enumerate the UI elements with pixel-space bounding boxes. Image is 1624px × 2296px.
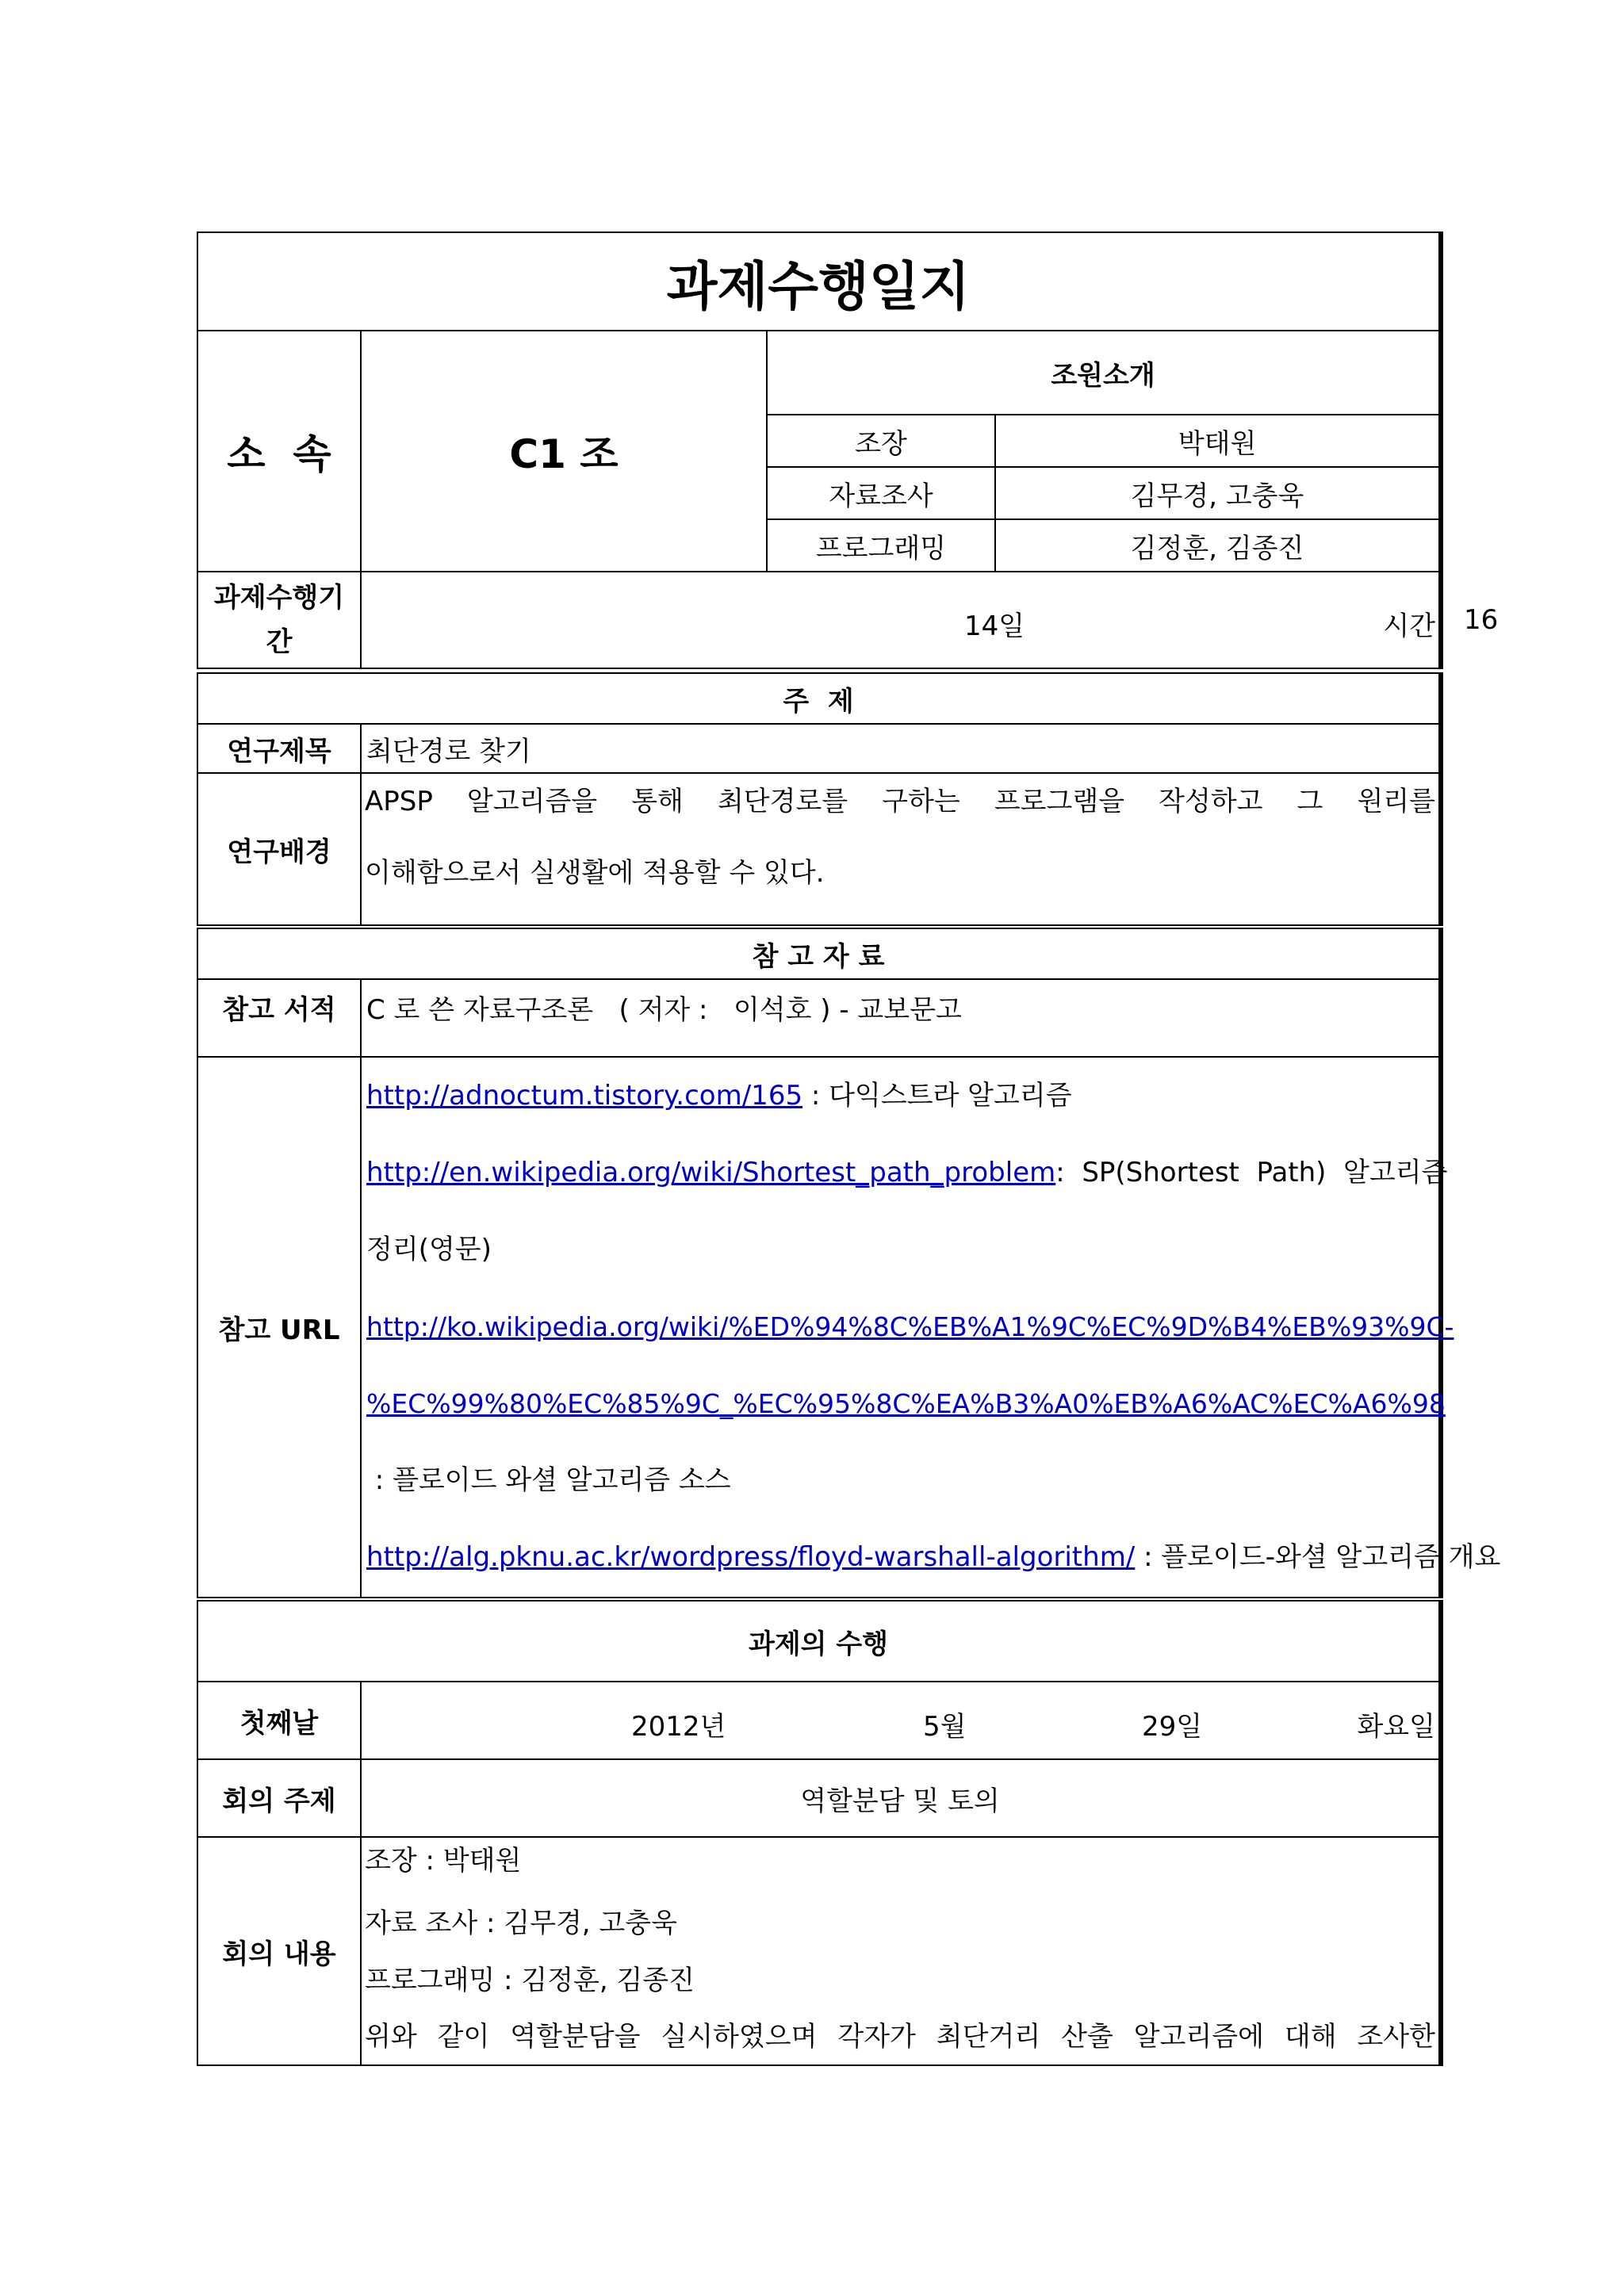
topic-table [197,672,1443,926]
period-value [361,572,1499,668]
header-table [197,232,1499,669]
references-header: 참 고 자 료 [197,928,1441,979]
date-weekday: 화요일 [1357,1711,1435,1743]
reference-url-line: : 플로이드 와셜 알고리즘 소스 [366,1464,731,1496]
meeting-content [361,1837,1441,2065]
references-table [197,928,1501,1598]
reference-link[interactable]: %EC%99%80%EC%85%9C_%EC%95%8C%EA%B3%A0%EB%A6%AC%EC%A6%98 [366,1388,1446,1419]
reference-link[interactable]: http://adnoctum.tistory.com/165 [366,1080,803,1112]
period-label: 과제수행기 간 [197,572,361,668]
research-title-value: 최단경로 찾기 [361,724,1441,773]
meeting-line: 자료 조사 : 김무경, 고충욱 [365,1908,677,1939]
topic-header: 주 제 [197,673,1441,724]
meeting-topic-value: 역할분담 및 토의 [361,1759,1441,1837]
members-header: 조원소개 [767,331,1441,415]
member-role: 자료조사 [767,467,995,519]
meeting-topic-label: 회의 주제 [197,1759,361,1837]
first-day-label: 첫째날 [197,1682,361,1759]
reference-url-line: http://en.wikipedia.org/wiki/Shortest_path_problem : SP(Shortest Path) 알고리즘 [362,1135,1438,1211]
reference-book-label: 참고 서적 [197,979,361,1057]
member-role: 조장 [767,415,995,467]
research-background-label: 연구배경 [197,773,361,925]
member-names: 김무경, 고충욱 [995,467,1441,519]
meeting-line: 프로그래밍 : 김정훈, 김종진 [365,1965,695,1996]
member-names: 박태원 [995,415,1441,467]
date-year: 2012년 [631,1711,726,1743]
research-title-label: 연구제목 [197,724,361,773]
reference-url-list [361,1057,1501,1598]
execution-table [197,1600,1443,2066]
member-role: 프로그래밍 [767,519,995,572]
date-month: 5월 [923,1711,967,1743]
reference-link[interactable]: http://alg.pknu.ac.kr/wordpress/floyd-warshall-algorithm/ [366,1541,1136,1573]
reference-url-label: 참고 URL [197,1057,361,1598]
meeting-line: 조장 : 박태원 [365,1845,522,1877]
period-hours: 16 [1464,604,1499,636]
member-names: 김정훈, 김종진 [995,519,1441,572]
reference-link[interactable]: http://ko.wikipedia.org/wiki/%ED%94%8C%EB%A1%9C%EC%9D%B4%EB%93%9C- [366,1311,1454,1342]
execution-header: 과제의 수행 [197,1601,1441,1682]
meeting-content-label: 회의 내용 [197,1837,361,2065]
period-days: 14일 [964,610,1025,642]
reference-link[interactable]: http://en.wikipedia.org/wiki/Shortest_path_problem [366,1157,1056,1188]
reference-url-line: 정리(영문) [366,1234,492,1265]
page-title: 과제수행일지 [197,232,1441,331]
affiliation-label: 소 속 [197,331,361,572]
reference-book-value: C 로 쓴 자료구조론 ( 저자 : 이석호 ) - 교보문고 [361,979,1441,1057]
reference-url-line: http://alg.pknu.ac.kr/wordpress/floyd-warshall-algorithm/ : 플로이드-와셜 알고리즘 개요 [366,1541,1501,1573]
reference-url-line [362,1288,1454,1365]
first-day-date [361,1682,1441,1759]
meeting-line: 위와 같이 역할분담을 실시하였으며 각자가 최단거리 산출 알고리즘에 대해 조사한 [365,2021,1435,2053]
reference-url-line: http://adnoctum.tistory.com/165 : 다익스트라 알고리즘 [366,1080,1072,1112]
reference-url-line [362,1365,1446,1442]
research-background-value: APSP 알고리즘을 통해 최단경로를 구하는 프로그램을 작성하고 그 원리를 이해함으로서 실생활에 적용할 수 있다. [361,773,1441,925]
affiliation-value: C1 조 [361,331,767,572]
period-hours-unit: 시간 [1383,610,1436,642]
date-day: 29일 [1142,1711,1203,1743]
